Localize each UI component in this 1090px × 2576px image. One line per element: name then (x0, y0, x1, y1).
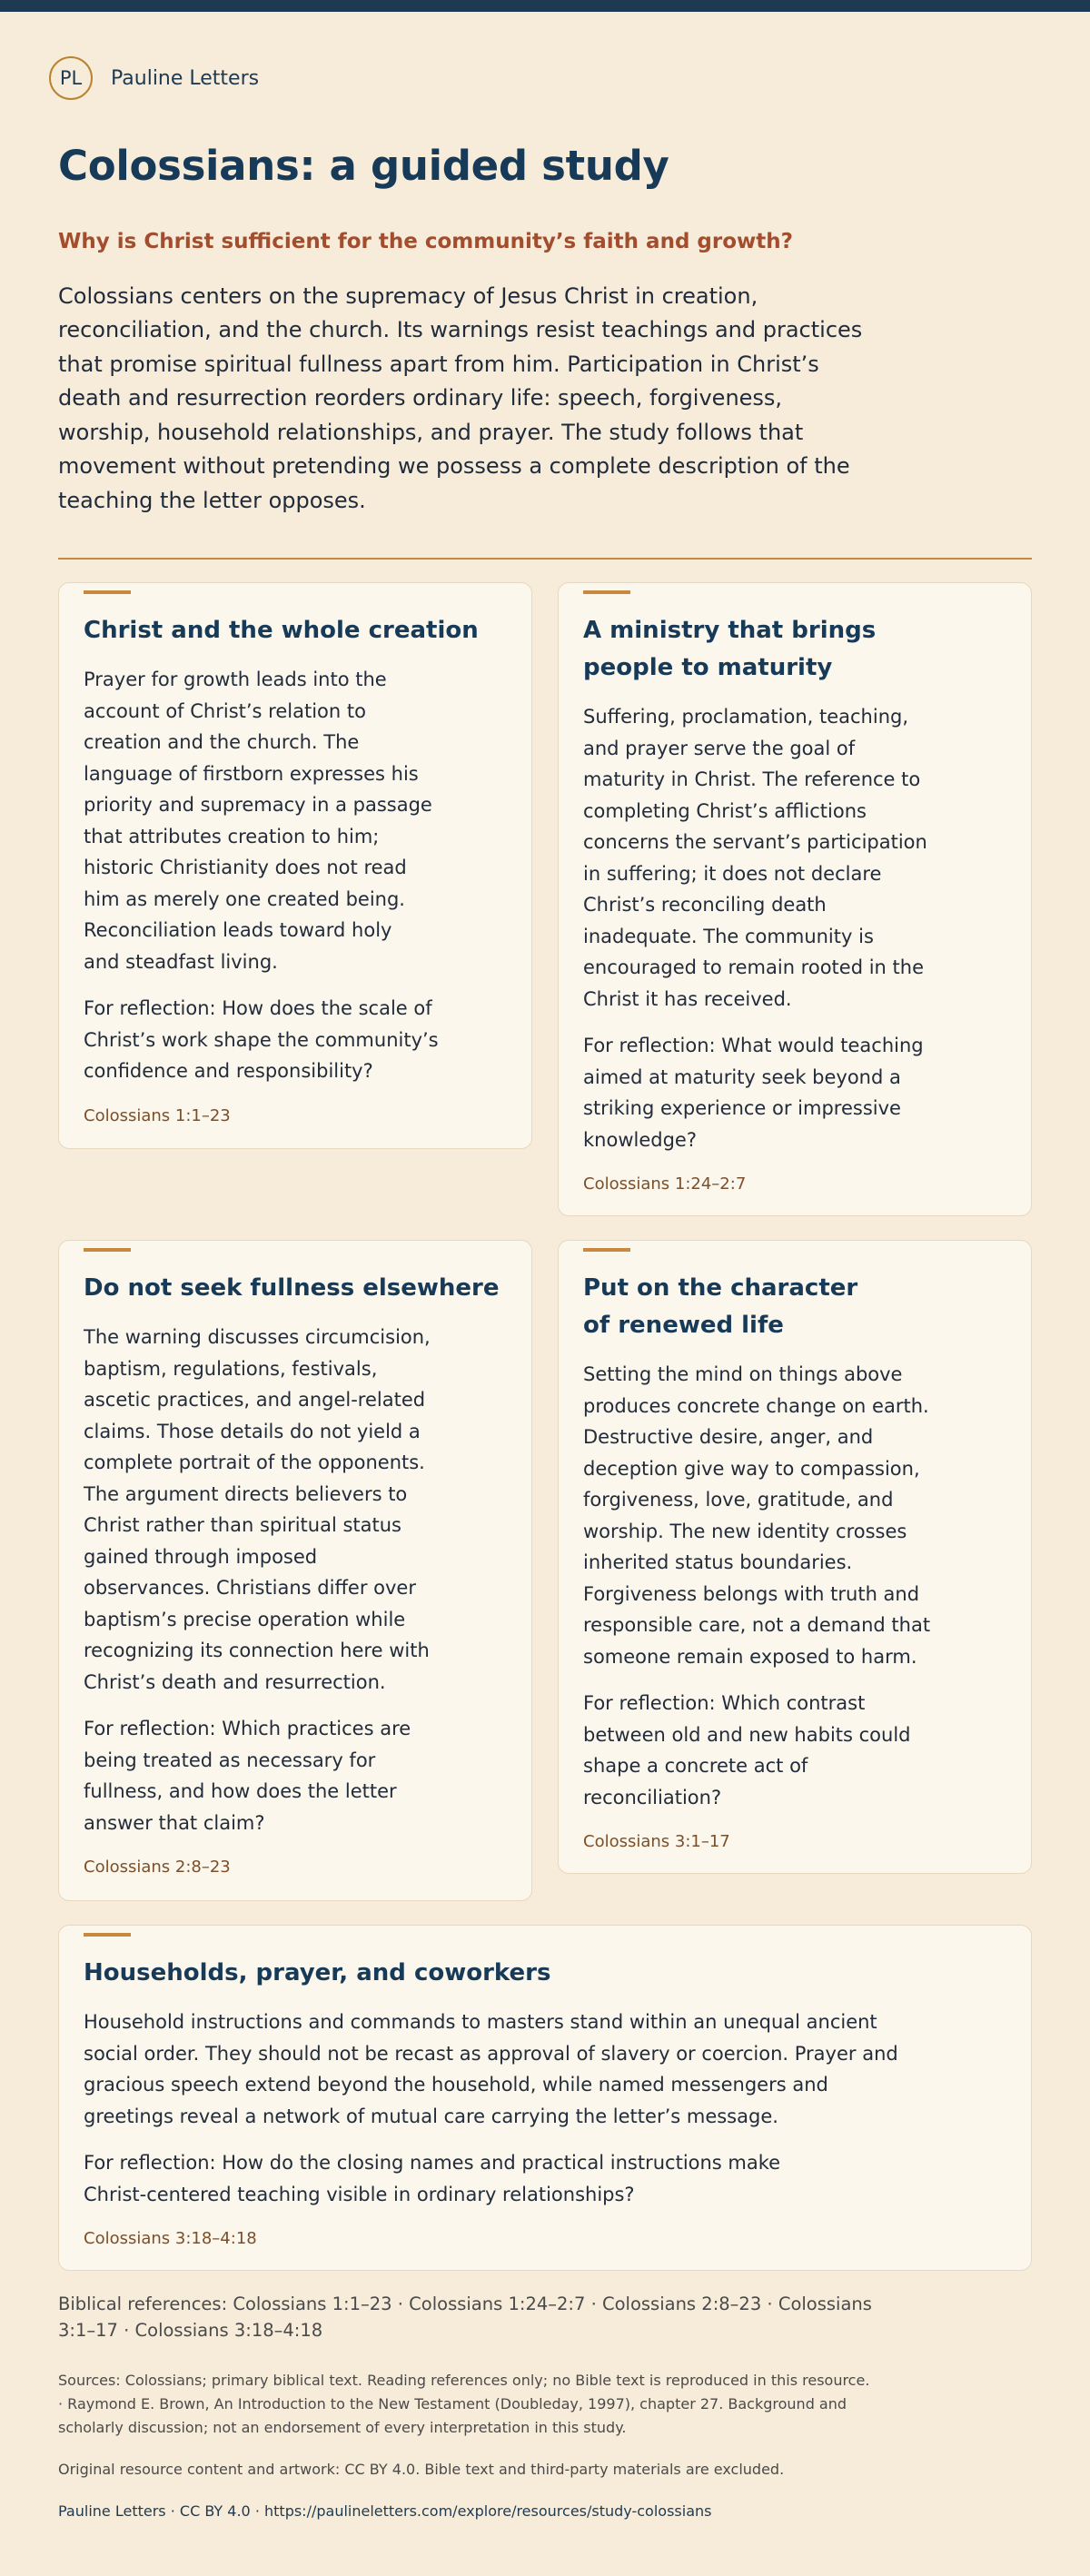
guiding-question: Why is Christ sufficient for the community’s faith and growth? (58, 230, 793, 253)
footer-attribution (58, 2501, 711, 2522)
footer-site-name: Pauline Letters (58, 2502, 166, 2520)
card-title: A ministry that brings people to maturity (583, 617, 877, 681)
card-accent-bar (84, 1933, 131, 1937)
brand-name: Pauline Letters (111, 66, 260, 90)
footer-url-link[interactable]: https://paulineletters.com/explore/resources/study-colossians (264, 2502, 712, 2520)
card-reference: Colossians 1:1–23 (84, 1105, 231, 1125)
sources-note: Sources: Colossians; primary biblical text. Reading references only; no Bible text is reproduced in this resource. · Raymond E. Brown, An Introduction to the New Testament (Doubleday, 1997), chapter 27. Background and scholarly discussion; not an endorsement of every interpretation in this study. (58, 2372, 870, 2436)
card-body: Prayer for growth leads into the account of Christ’s relation to creation and the church. The language of firstborn expresses his priority and supremacy in a passage that attributes creation to him; historic Christianity does not read him as merely one created being. Reconciliation leads toward holy and steadfast living. (84, 669, 432, 973)
license-note: Original resource content and artwork: CC BY 4.0. Bible text and third-party materials are excluded. (58, 2461, 785, 2478)
card-reflection: For reflection: How do the closing names and practical instructions make Christ-centered teaching visible in ordinary relationships? (84, 2152, 781, 2205)
study-card-creation (58, 582, 532, 1149)
main-content (0, 56, 1090, 560)
footer-license-short: CC BY 4.0 (179, 2502, 251, 2520)
study-card-ministry (558, 582, 1032, 1216)
card-reflection: For reflection: Which contrast between old and new habits could shape a concrete act of reconciliation? (583, 1692, 911, 1808)
card-reference: Colossians 3:18–4:18 (84, 2229, 257, 2248)
card-body: Setting the mind on things above produces concrete change on earth. Destructive desire, anger, and deception give way to compassion, forgiveness, love, gratitude, and worship. The new identity crosses inherited status boundaries. Forgiveness belongs with truth and responsible care, not a demand that someone remain exposed to harm. (583, 1363, 931, 1668)
study-card-fullness (58, 1240, 532, 1901)
card-reference: Colossians 3:1–17 (583, 1832, 730, 1851)
section-divider (58, 558, 1032, 560)
biblical-references: Biblical references: Colossians 1:1–23 · Colossians 1:24–2:7 · Colossians 2:8–23 · Colossians 3:1–17 · Colossians 3:18–4:18 (58, 2294, 872, 2341)
card-body: The warning discusses circumcision, baptism, regulations, festivals, ascetic practices, and angel-related claims. Those details do not yield a complete portrait of the opponents. The argument directs believers to Christ rather than spiritual status gained through imposed observances. Christians differ over baptism’s precise operation while recognizing its connection here with Christ’s death and resurrection. (84, 1326, 431, 1693)
card-accent-bar (583, 1248, 630, 1252)
card-reference: Colossians 2:8–23 (84, 1858, 231, 1877)
study-card-renewed-life (558, 1240, 1032, 1874)
card-title: Households, prayer, and coworkers (84, 1959, 551, 1986)
card-reference: Colossians 1:24–2:7 (583, 1174, 747, 1194)
card-reflection: For reflection: How does the scale of Christ’s work shape the community’s confidence and responsibility? (84, 997, 439, 1082)
study-card-households (58, 1925, 1032, 2271)
card-accent-bar (84, 1248, 131, 1252)
intro-paragraph: Colossians centers on the supremacy of Jesus Christ in creation, reconciliation, and the church. Its warnings resist teachings and practices that promise spiritual fullness apart from him. Participation in Christ’s death and resurrection reorders ordinary life: speech, forgiveness, worship, household relationships, and prayer. The study follows that movement without pretending we possess a complete description of the teaching the letter opposes. (58, 282, 863, 513)
pl-monogram-icon: PL (49, 56, 93, 100)
page-title: Colossians: a guided study (58, 142, 669, 190)
card-body: Household instructions and commands to masters stand within an unequal ancient social order. They should not be recast as approval of slavery or coercion. Prayer and gracious speech extend beyond the household, while named messengers and greetings reveal a network of mutual care carrying the letter’s message. (84, 2011, 898, 2127)
card-reflection: For reflection: What would teaching aimed at maturity seek beyond a striking experience or impressive knowledge? (583, 1035, 924, 1151)
footer-separator: · (170, 2502, 180, 2520)
footer-separator: · (254, 2502, 264, 2520)
card-accent-bar (84, 590, 131, 594)
card-title: Christ and the whole creation (84, 617, 479, 644)
top-bar (0, 0, 1090, 12)
brand-header[interactable] (58, 56, 1032, 100)
card-accent-bar (583, 590, 630, 594)
card-title: Do not seek fullness elsewhere (84, 1274, 500, 1302)
card-body: Suffering, proclamation, teaching, and prayer serve the goal of maturity in Christ. The reference to completing Christ’s afflictions concerns the servant’s participation in suffering; it does not declare Christ’s reconciling death inadequate. The community is encouraged to remain rooted in the Christ it has received. (583, 706, 927, 1010)
card-title: Put on the character of renewed life (583, 1274, 858, 1339)
card-reflection: For reflection: Which practices are being treated as necessary for fullness, and how does the letter answer that claim? (84, 1718, 411, 1834)
